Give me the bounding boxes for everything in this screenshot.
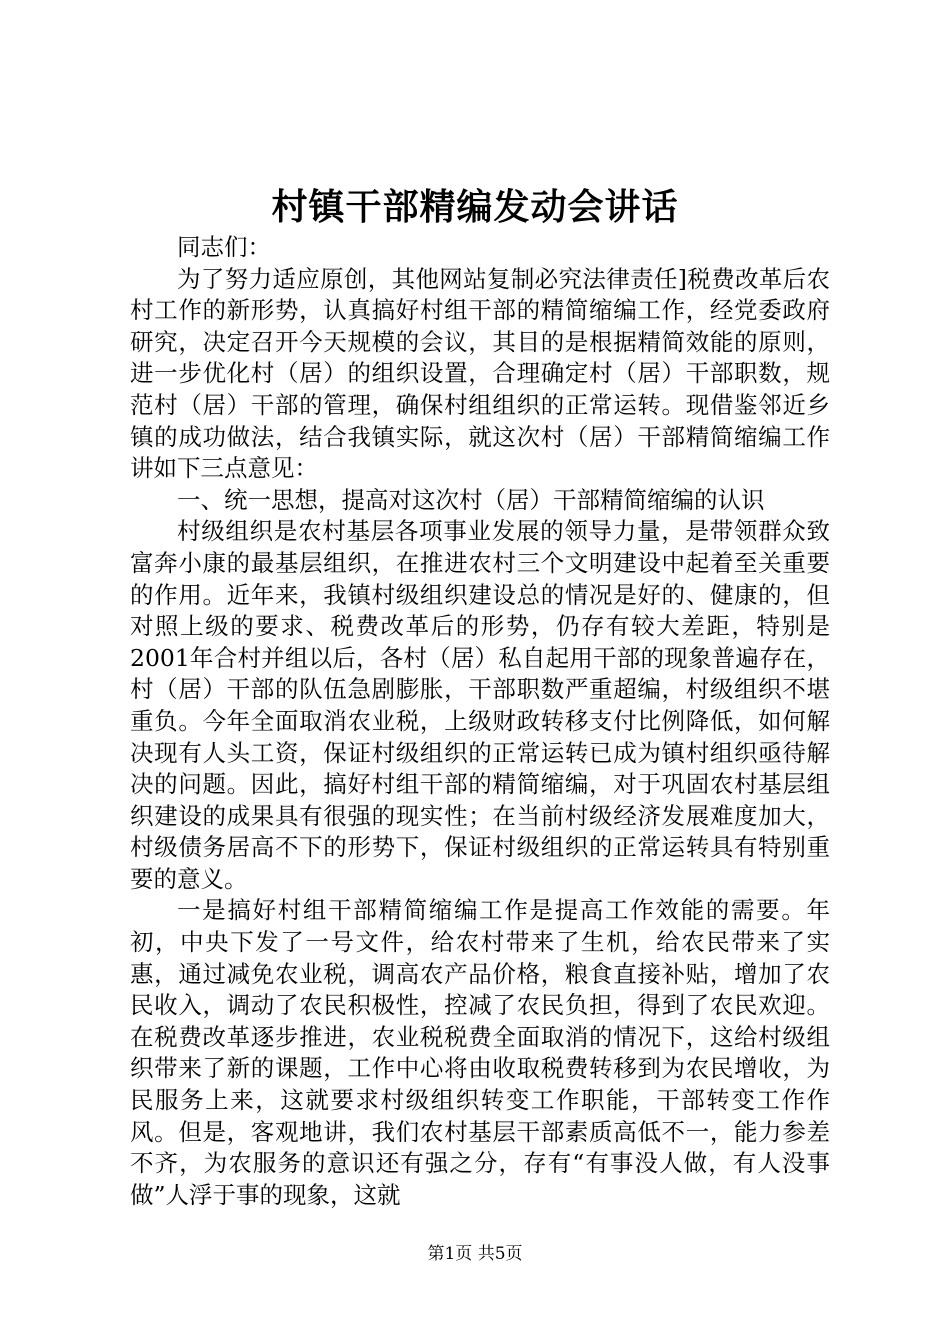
document-title: 村镇干部精编发动会讲话	[271, 186, 679, 228]
section-heading: 一、统一思想，提高对这次村（居）干部精简缩编的认识	[177, 485, 765, 514]
page-footer: 第1页 共5页	[427, 1244, 523, 1264]
body-paragraph: 为了努力适应原创，其他网站复制必究法律责任]税费改革后农村工作的新形势，认真搞好村组干部的精简缩编工作，经党委政府研究，决定召开今天规模的会议，其目的是根据精简效能的原则，进一步优化村（居）的组织设置，合理确定村（居）干部职数，规范村（居）干部的管理，确保村组组织的正常运转。现借鉴邻近乡镇的成功做法，结合我镇实际，就这次村（居）干部精简缩编工作讲如下三点意见：	[130, 264, 830, 483]
body-paragraph: 一是搞好村组干部精简缩编工作是提高工作效能的需要。年初，中央下发了一号文件，给农村带来了生机，给农民带来了实惠，通过减免农业税，调高农产品价格，粮食直接补贴，增加了农民收入，调动了农民积极性，控减了农民负担，得到了农民欢迎。在税费改革逐步推进，农业税税费全面取消的情况下，这给村级组织带来了新的课题，工作中心将由收取税费转移到为农民增收，为民服务上来，这就要求村级组织转变工作职能，干部转变工作作风。但是，客观地讲，我们农村基层干部素质高低不一，能力参差不齐，为农服务的意识还有强之分，存有“有事没人做，有人没事做”人浮于事的现象，这就	[130, 896, 830, 1209]
salutation: 同志们：	[177, 233, 271, 261]
document-body	[130, 232, 830, 1211]
body-paragraph: 村级组织是农村基层各项事业发展的领导力量，是带领群众致富奔小康的最基层组织，在推进农村三个文明建设中起着至关重要的作用。近年来，我镇村级组织建设总的情况是好的、健康的，但对照上级的要求、税费改革后的形势，仍存有较大差距，特别是2001年合村并组以后，各村（居）私自起用干部的现象普遍存在，村（居）干部的队伍急剧膨胀，干部职数严重超编，村级组织不堪重负。今年全面取消农业税，上级财政转移支付比例降低，如何解决现有人头工资，保证村级组织的正常运转已成为镇村组织亟待解决的问题。因此，搞好村组干部的精简缩编，对于巩固农村基层组织建设的成果具有很强的现实性；在当前村级经济发展难度加大，村级债务居高不下的形势下，保证村级组织的正常运转具有特别重要的意义。	[130, 517, 830, 893]
